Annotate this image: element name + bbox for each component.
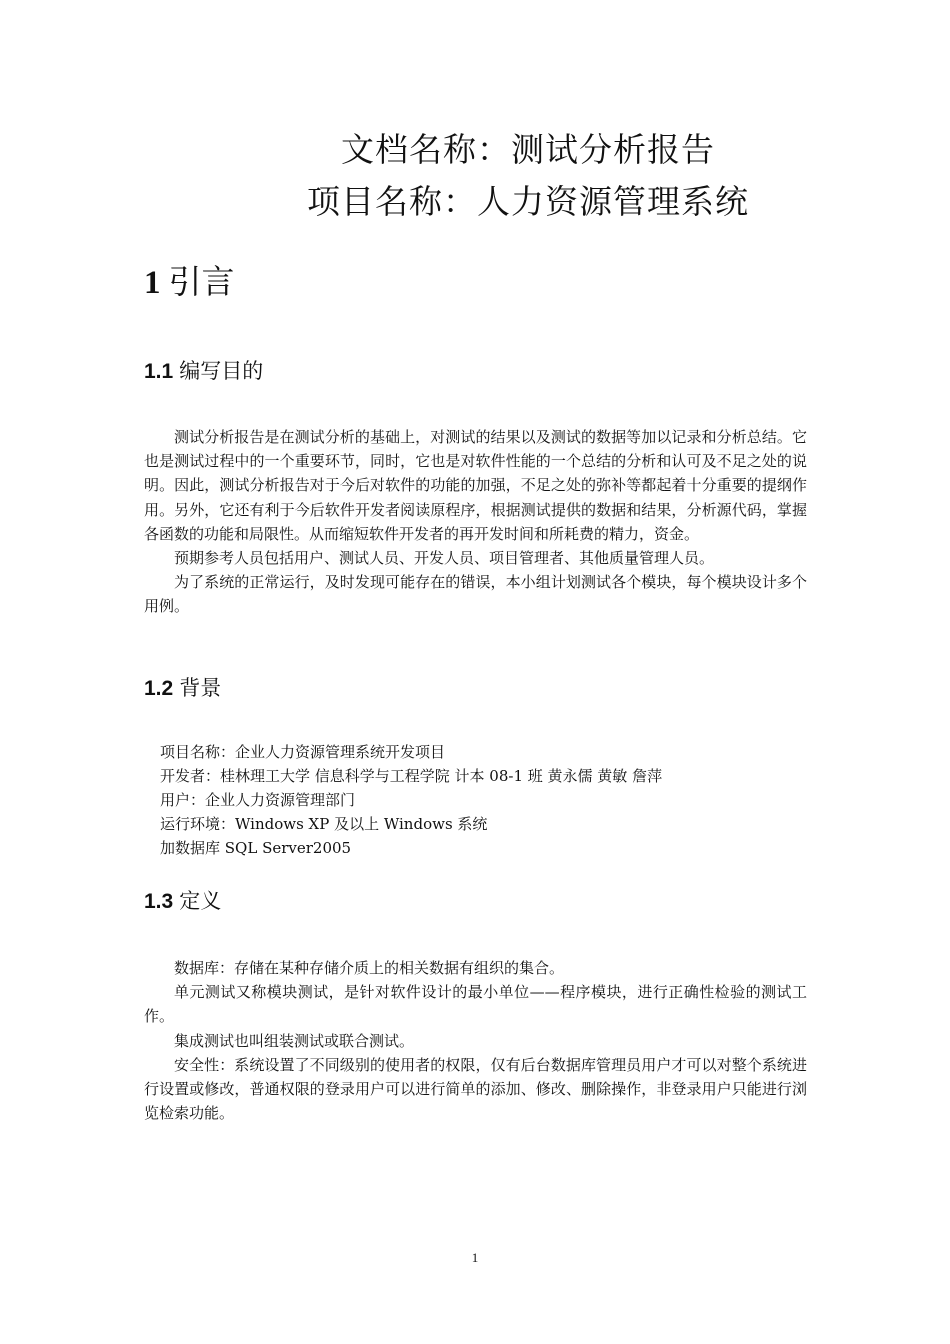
- list-item: 用户：企业人力资源管理部门: [160, 791, 356, 809]
- subsection-number: 1.1: [144, 360, 174, 383]
- list-item: 运行环境：Windows XP 及以上 Windows 系统: [160, 815, 488, 833]
- paragraph: 集成测试也叫组装测试或联合测试。: [174, 1031, 415, 1050]
- list-item: 项目名称：企业人力资源管理系统开发项目: [160, 743, 446, 761]
- subsection-number: 1.3: [144, 890, 174, 913]
- document-title: 文档名称：测试分析报告: [341, 130, 715, 169]
- paragraph: 单元测试又称模块测试，是针对软件设计的最小单位——程序模块，进行正确性检验的测试工作。: [144, 983, 807, 1026]
- page-number: 1: [471, 1250, 479, 1265]
- paragraph: 预期参考人员包括用户、测试人员、开发人员、项目管理者、其他质量管理人员。: [174, 549, 715, 568]
- paragraph: 为了系统的正常运行，及时发现可能存在的错误，本小组计划测试各个模块，每个模块设计多个用例。: [144, 573, 807, 616]
- section-number: 1: [144, 265, 161, 301]
- purpose-body: [144, 425, 807, 619]
- subsection-title: 编写目的: [179, 359, 264, 383]
- subsection-title: 背景: [179, 676, 222, 700]
- list-item: 开发者：桂林理工大学 信息科学与工程学院 计本 08-1 班 黄永儒 黄敏 詹萍: [160, 767, 663, 785]
- list-item: 加数据库 SQL Server2005: [160, 839, 352, 857]
- section-heading-1: [144, 260, 235, 305]
- paragraph: 测试分析报告是在测试分析的基础上，对测试的结果以及测试的数据等加以记录和分析总结。它也是测试过程中的一个重要环节，同时，它也是对软件性能的一个总结的分析和认可及不足之处的说明。因此，测试分析报告对于今后对软件的功能的加强，不足之处的弥补等都起着十分重要的提纲作用。另外，它还有利于今后软件开发者阅读原程序，根据测试提供的数据和结果，分析源代码，掌握各函数的功能和局限性。从而缩短软件开发者的再开发时间和所耗费的精力，资金。: [144, 428, 807, 543]
- paragraph: 安全性：系统设置了不同级别的使用者的权限，仅有后台数据库管理员用户才可以对整个系统进行设置或修改，普通权限的登录用户可以进行简单的添加、修改、删除操作，非登录用户只能进行浏览检索功能。: [144, 1055, 807, 1123]
- project-title: 项目名称：人力资源管理系统: [307, 182, 749, 221]
- subsection-heading-1-1: [144, 356, 263, 387]
- definitions-body: [144, 956, 807, 1125]
- subsection-heading-1-3: [144, 886, 221, 917]
- background-list: [160, 740, 662, 860]
- subsection-number: 1.2: [144, 677, 174, 700]
- paragraph: 数据库：存储在某种存储介质上的相关数据有组织的集合。: [174, 959, 565, 977]
- section-title: 引言: [168, 262, 235, 301]
- subsection-title: 定义: [179, 889, 222, 913]
- subsection-heading-1-2: [144, 673, 221, 704]
